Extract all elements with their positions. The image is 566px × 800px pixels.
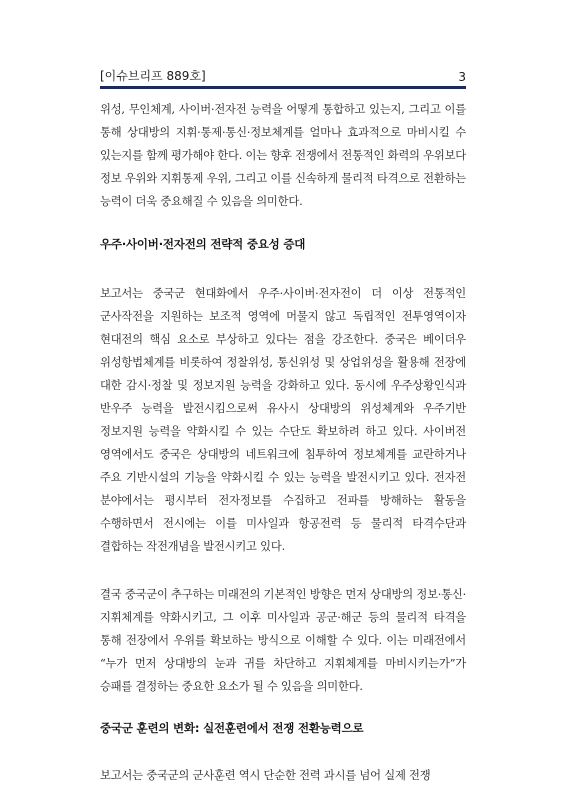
header-title: [이슈브리프 889호] [100,69,206,83]
header-rule [100,86,466,89]
paragraph-3: 결국 중국군이 추구하는 미래전의 기본적인 방향은 먼저 상대방의 정보·통신·지휘체계를 약화시키고, 그 이후 미사일과 공군·해군 등의 물리적 타격을 통해 전장에서 우위를 확보하는 방식으로 이해할 수 있다. 이는 미래전에서 “누가 먼저 상대방의 눈과 귀를 차단하고 지휘체계를 마비시키는가”가 승패를 결정하는 중요한 요소가 될 수 있음을 의미한다. [100,588,467,693]
page-header [100,62,466,84]
paragraph-2: 보고서는 중국군 현대화에서 우주·사이버·전자전이 더 이상 전통적인 군사작전을 지원하는 보조적 영역에 머물지 않고 독립적인 전투영역이자 현대전의 핵심 요소로 부상하고 있다는 점을 강조한다. 중국은 베이더우 위성항법체계를 비롯하여 정찰위성, 통신위성 및 상업위성을 활용해 전장에 대한 감시·정찰 및 정보지원 능력을 강화하고 있다. 동시에 우주상황인식과 반우주 능력을 발전시킴으로써 유사시 상대방의 위성체계와 우주기반 정보지원 능력을 약화시킬 수 있는 수단도 확보하려 하고 있다. 사이버전 영역에서도 중국은 상대방의 네트워크에 침투하여 정보체계를 교란하거나 주요 기반시설의 기능을 약화시킬 수 있는 능력을 발전시키고 있다. 전자전 분야에서는 평시부터 전자정보를 수집하고 전파를 방해하는 활동을 수행하면서 전시에는 이를 미사일과 항공전력 등 물리적 타격수단과 결합하는 작전개념을 발전시키고 있다. [100,287,466,553]
page-content [100,98,466,787]
section-heading-space-cyber-ew: 우주·사이버·전자전의 전략적 중요성 증대 [100,237,306,251]
section-heading-training-change: 중국군 훈련의 변화: 실전훈련에서 전쟁 전환능력으로 [100,721,364,735]
paragraph-4: 보고서는 중국군의 군사훈련 역시 단순한 전력 과시를 넘어 실제 전쟁 [100,769,431,782]
paragraph-1: 위성, 무인체계, 사이버·전자전 능력을 어떻게 통합하고 있는지, 그리고 이를 통해 상대방의 지휘·통제·통신·정보체계를 얼마나 효과적으로 마비시킬 수 있는지를 함께 평가해야 한다. 이는 향후 전쟁에서 전통적인 화력의 우위보다 정보 우위와 지휘통제 우위, 그리고 이를 신속하게 물리적 타격으로 전환하는 능력이 더욱 중요해질 수 있음을 의미한다. [100,103,467,208]
page-number: 3 [458,70,466,84]
